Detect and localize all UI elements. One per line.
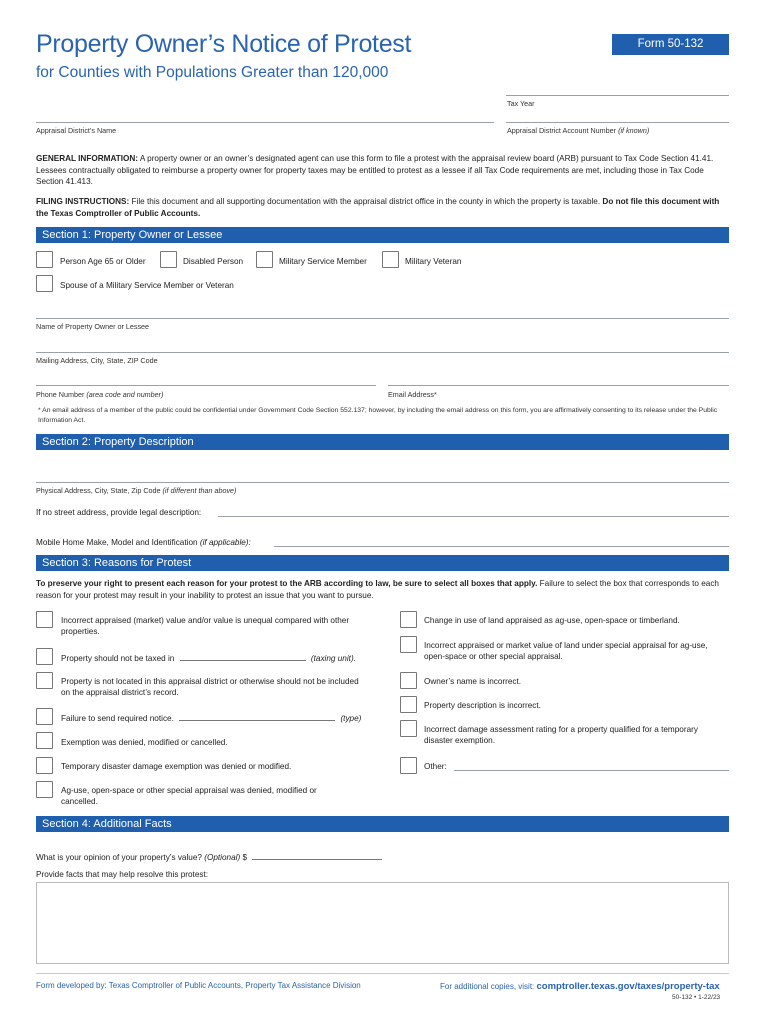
taxing-unit-note: (taxing unit). <box>310 654 356 663</box>
reason-incorrect-value-label: Incorrect appraised (market) value and/or value is unequal compared with other properties. <box>61 616 350 636</box>
taxing-unit-field[interactable] <box>180 652 306 661</box>
reason-exemption-checkbox[interactable] <box>36 732 53 749</box>
age-65-label: Person Age 65 or Older <box>60 257 146 266</box>
opinion-value-note: (Optional) <box>204 853 241 862</box>
reason-notice-label <box>61 712 361 724</box>
reason-other-label: Other: <box>424 762 447 771</box>
email-address-field[interactable] <box>388 385 729 386</box>
reason-owner-name-checkbox[interactable] <box>400 672 417 689</box>
notice-type-note: (type) <box>340 714 362 723</box>
footer-divider <box>36 973 729 974</box>
military-veteran-checkbox[interactable] <box>382 251 399 268</box>
disabled-person-checkbox[interactable] <box>160 251 177 268</box>
physical-address-note: (if different than above) <box>162 486 237 495</box>
section-4-header: Section 4: Additional Facts <box>36 816 729 832</box>
section-3-intro-bold: To preserve your right to present each reason for your protest to the ARB according to law, be sure to select all boxes that apply. <box>36 579 538 588</box>
opinion-value-field[interactable] <box>252 851 382 860</box>
reason-notice-text: Failure to send required notice. <box>61 714 174 723</box>
spouse-military-label: Spouse of a Military Service Member or Veteran <box>60 281 234 290</box>
reason-land-use-change-checkbox[interactable] <box>400 611 417 628</box>
mobile-home-note: (if applicable): <box>199 538 251 547</box>
reason-damage-rating-checkbox[interactable] <box>400 720 417 737</box>
filing-instructions-label: FILING INSTRUCTIONS: <box>36 197 130 206</box>
facts-textarea[interactable] <box>36 882 729 964</box>
mobile-home-field[interactable] <box>274 546 729 547</box>
facts-label: Provide facts that may help resolve this protest: <box>36 870 209 879</box>
phone-number-caption <box>36 390 163 399</box>
reason-incorrect-value-checkbox[interactable] <box>36 611 53 628</box>
appraisal-district-name-field[interactable] <box>36 122 494 123</box>
section-3-intro <box>36 578 730 601</box>
legal-description-label: If no street address, provide legal description: <box>36 508 202 517</box>
footer-copies-text: For additional copies, visit: <box>440 982 535 991</box>
filing-instructions-text: File this document and all supporting documentation with the appraisal district office in the county in which the property is taxable. <box>129 197 601 206</box>
legal-description-field[interactable] <box>218 516 729 517</box>
opinion-value-label <box>36 851 382 863</box>
general-information-label: GENERAL INFORMATION: <box>36 154 139 163</box>
email-footnote: * An email address of a member of the public could be confidential under Government Code Section 552.137; however, by including the email address on this form, you are affirmatively consenting to its release under the Public Information Act. <box>38 407 718 424</box>
physical-address-label: Physical Address, City, State, Zip Code <box>36 486 161 495</box>
physical-address-caption <box>36 486 236 495</box>
tax-year-field[interactable] <box>506 95 729 96</box>
footer-developed-by: Form developed by: Texas Comptroller of Public Accounts, Property Tax Assistance Division <box>36 981 361 990</box>
filing-instructions-bold: Do not file this document with the Texas Comptroller of Public Accounts. <box>36 197 720 218</box>
general-information <box>36 153 730 188</box>
reason-owner-name-label: Owner’s name is incorrect. <box>424 677 522 686</box>
account-number-label: Appraisal District Account Number <box>507 126 617 135</box>
mobile-home-text: Mobile Home Make, Model and Identification <box>36 538 198 547</box>
section-3-intro-text: Failure to select the box that corresponds to each reason for your protest may result in your inability to protest an issue that you want to pursue. <box>36 579 719 600</box>
notice-type-field[interactable] <box>179 712 335 721</box>
reason-not-located-checkbox[interactable] <box>36 672 53 689</box>
reason-ag-use-label: Ag-use, open-space or other special appraisal was denied, modified or cancelled. <box>61 786 317 806</box>
physical-address-field[interactable] <box>36 482 729 483</box>
reason-not-taxed-text: Property should not be taxed in <box>61 654 175 663</box>
reason-not-taxed-checkbox[interactable] <box>36 648 53 665</box>
military-veteran-label: Military Veteran <box>405 257 462 266</box>
reason-special-appraisal-checkbox[interactable] <box>400 636 417 653</box>
account-number-field[interactable] <box>506 122 729 123</box>
reason-property-description-checkbox[interactable] <box>400 696 417 713</box>
military-service-member-label: Military Service Member <box>279 257 367 266</box>
military-service-member-checkbox[interactable] <box>256 251 273 268</box>
opinion-value-text: What is your opinion of your property’s value? <box>36 853 202 862</box>
reason-disaster-exemption-label: Temporary disaster damage exemption was denied or modified. <box>61 762 292 771</box>
tax-year-caption: Tax Year <box>507 99 535 108</box>
reason-damage-rating-label: Incorrect damage assessment rating for a property qualified for a temporary disaster exemption. <box>424 725 698 745</box>
disabled-person-label: Disabled Person <box>183 257 244 266</box>
phone-number-note: (area code and number) <box>86 390 164 399</box>
phone-number-label: Phone Number <box>36 390 85 399</box>
reason-ag-use-checkbox[interactable] <box>36 781 53 798</box>
reason-not-taxed-label <box>61 652 356 664</box>
reason-other-checkbox[interactable] <box>400 757 417 774</box>
owner-name-caption: Name of Property Owner or Lessee <box>36 322 150 331</box>
section-1-header: Section 1: Property Owner or Lessee <box>36 227 729 243</box>
reason-exemption-label: Exemption was denied, modified or cancelled. <box>61 738 228 747</box>
owner-name-field[interactable] <box>36 318 729 319</box>
mobile-home-label <box>36 537 251 548</box>
mailing-address-caption: Mailing Address, City, State, ZIP Code <box>36 356 158 365</box>
account-number-note: (if known) <box>618 126 650 135</box>
reason-special-appraisal-label: Incorrect appraised or market value of land under special appraisal for ag-use, open-space or other special appraisal. <box>424 641 708 661</box>
footer-copies <box>440 981 720 992</box>
reason-notice-checkbox[interactable] <box>36 708 53 725</box>
appraisal-district-name-caption: Appraisal District’s Name <box>36 126 117 135</box>
account-number-caption <box>507 126 649 135</box>
reason-disaster-exemption-checkbox[interactable] <box>36 757 53 774</box>
form-number-badge: Form 50-132 <box>612 34 729 55</box>
filing-instructions <box>36 196 730 219</box>
reason-land-use-change-label: Change in use of land appraised as ag-use, open-space or timberland. <box>424 616 680 625</box>
opinion-value-dollar: $ <box>242 853 248 862</box>
section-2-header: Section 2: Property Description <box>36 434 729 450</box>
reason-other-field[interactable] <box>454 770 729 771</box>
footer-copies-link[interactable]: comptroller.texas.gov/taxes/property-tax <box>536 981 720 992</box>
reason-not-located-label: Property is not located in this appraisal district or otherwise should not be included on the appraisal district’s record. <box>61 677 359 697</box>
email-address-caption: Email Address* <box>388 390 437 399</box>
phone-number-field[interactable] <box>36 385 376 386</box>
general-information-text: A property owner or an owner’s designated agent can use this form to file a protest with the appraisal review board (ARB) pursuant to Tax Code Section 41.41. Lessees contractually obligated to reimburse a property owner for property taxes may be entitled to protest as a lessee if all Tax Code requirements are met, including those in Tax Code Section 41.413. <box>36 154 714 186</box>
spouse-military-checkbox[interactable] <box>36 275 53 292</box>
reason-property-description-label: Property description is incorrect. <box>424 701 541 710</box>
form-revision: 50-132 • 1-22/23 <box>672 994 721 1001</box>
form-title: Property Owner’s Notice of Protest <box>36 30 412 58</box>
section-3-header: Section 3: Reasons for Protest <box>36 555 729 571</box>
mailing-address-field[interactable] <box>36 352 729 353</box>
age-65-checkbox[interactable] <box>36 251 53 268</box>
form-subtitle: for Counties with Populations Greater than 120,000 <box>36 64 389 81</box>
